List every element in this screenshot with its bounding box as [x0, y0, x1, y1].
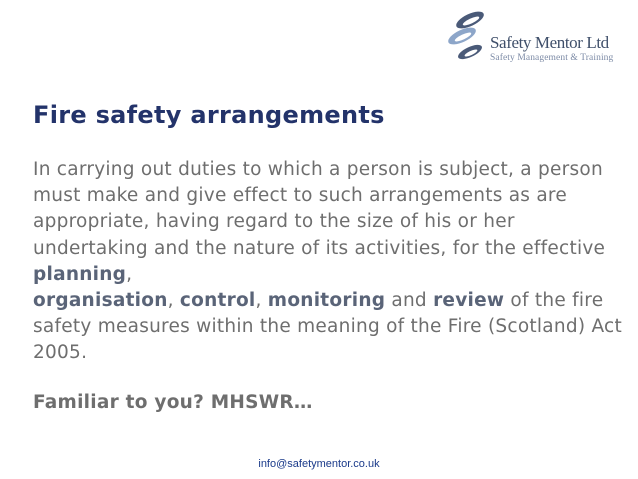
separator: ,: [255, 290, 268, 312]
logo-company-name: Safety Mentor Ltd: [490, 33, 609, 52]
keyword-control: control: [179, 290, 256, 312]
separator: ,: [126, 263, 133, 285]
body-paragraph: [33, 157, 623, 367]
company-logo: [444, 4, 634, 70]
body-text-part1: In carrying out duties to which a person is subject, a person must make and give effect to such arrangements as are appropriate, having regard to the size of his or her undertaking and the nature of its activities, for the effective: [33, 159, 606, 259]
logo-text: [490, 34, 613, 64]
keyword-planning: planning: [33, 263, 127, 285]
footer-email: info@safetymentor.co.uk: [258, 458, 380, 470]
body-text-part2: of the fire safety measures within the meaning of the Fire (Scotland) Act 2005.: [33, 290, 622, 364]
swirl-logo-icon: [444, 4, 488, 66]
separator: ,: [167, 290, 180, 312]
keyword-monitoring: monitoring: [267, 290, 386, 312]
familiar-text: Familiar to you? MHSWR…: [33, 392, 313, 413]
separator: and: [385, 290, 434, 312]
slide-title: Fire safety arrangements: [33, 101, 385, 129]
logo-tagline: Safety Management & Training: [490, 53, 614, 63]
keyword-review: review: [433, 290, 505, 312]
keyword-organisation: organisation: [33, 290, 168, 312]
